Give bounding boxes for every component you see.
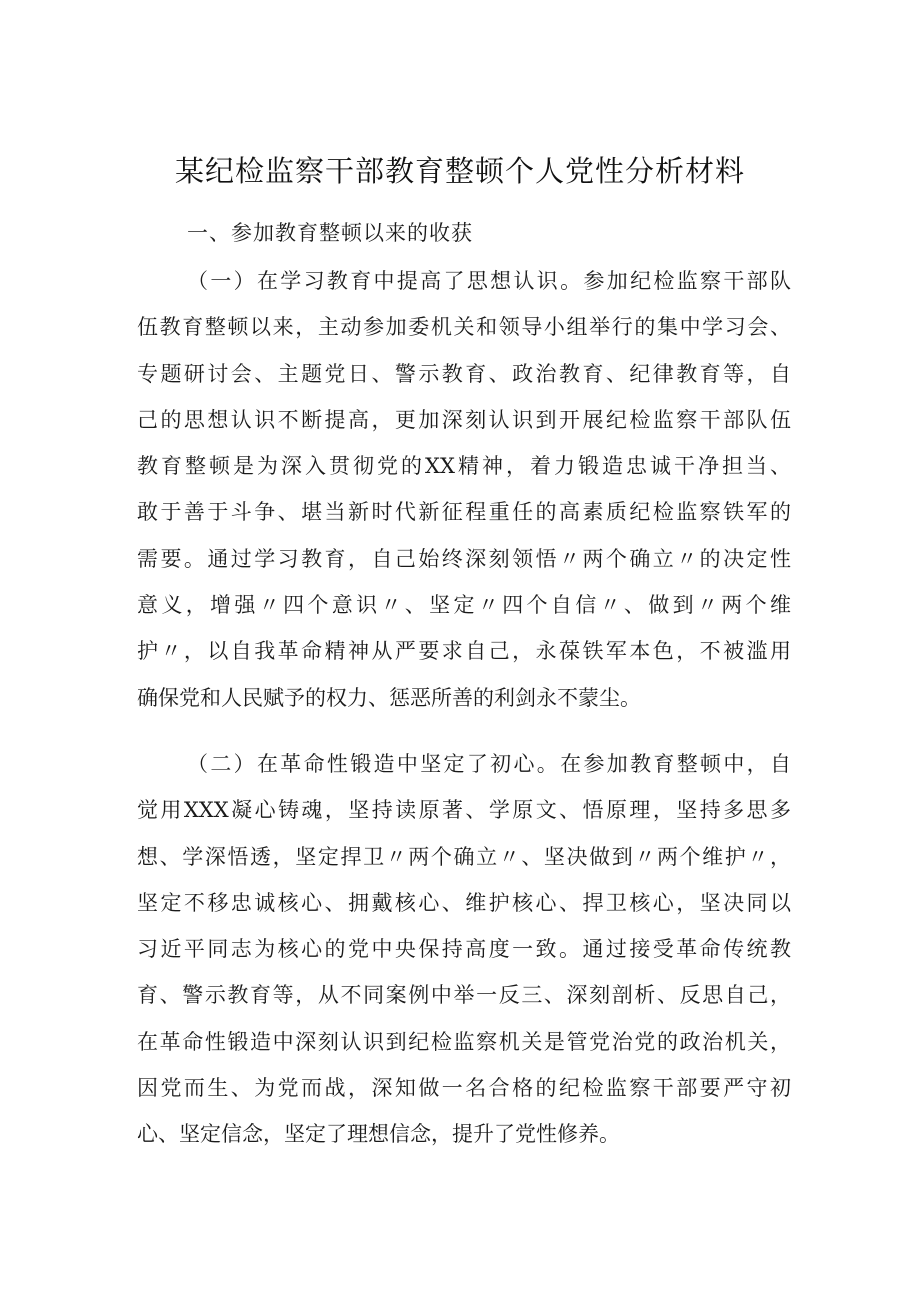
document-title: 某纪检监察干部教育整顿个人党性分析材料 bbox=[174, 154, 745, 188]
paragraph-line: 因党而生、为党而战，深知做一名合格的纪检监察干部要严守初 bbox=[137, 1076, 791, 1101]
section-heading: 一、参加教育整顿以来的收获 bbox=[187, 221, 473, 245]
paragraph-line: 确保党和人民赋予的权力、惩恶所善的利剑永不蒙尘。 bbox=[137, 685, 641, 710]
paragraph-line: 需要。通过学习教育，自己始终深刻领悟〃两个确立〃的决定性 bbox=[137, 546, 791, 571]
paragraph-line: 想、学深悟透，坚定捍卫〃两个确立〃、坚决做到〃两个维护〃， bbox=[137, 844, 791, 869]
paragraph-line: （一）在学习教育中提高了思想认识。参加纪检监察干部队 bbox=[187, 269, 791, 293]
paragraph-line: 意义，增强〃四个意识〃、坚定〃四个自信〃、做到〃两个维 bbox=[137, 593, 791, 618]
paragraph-line: 教育整顿是为深入贯彻党的XX精神，着力锻造忠诚干净担当、 bbox=[137, 454, 791, 479]
paragraph-line: 心、坚定信念，坚定了理想信念，提升了党性修养。 bbox=[137, 1122, 620, 1147]
paragraph-line: 伍教育整顿以来，主动参加委机关和领导小组举行的集中学习会、 bbox=[137, 315, 791, 340]
paragraph-2 bbox=[137, 741, 791, 1158]
paragraph-line: 敢于善于斗争、堪当新时代新征程重任的高素质纪检监察铁军的 bbox=[137, 500, 791, 525]
paragraph-line: 在革命性锻造中深刻认识到纪检监察机关是管党治党的政治机关， bbox=[137, 1029, 791, 1054]
paragraph-line: 坚定不移忠诚核心、拥戴核心、维护核心、捍卫核心，坚决同以 bbox=[137, 890, 791, 915]
paragraph-1 bbox=[137, 258, 791, 721]
paragraph-line: 护〃，以自我革命精神从严要求自己，永葆铁军本色，不被滥用 bbox=[137, 639, 791, 664]
paragraph-line: 专题研讨会、主题党日、警示教育、政治教育、纪律教育等，自 bbox=[137, 361, 791, 386]
paragraph-line: （二）在革命性锻造中坚定了初心。在参加教育整顿中，自 bbox=[187, 752, 791, 776]
paragraph-line: 己的思想认识不断提高，更加深刻认识到开展纪检监察干部队伍 bbox=[137, 407, 791, 432]
paragraph-line: 育、警示教育等，从不同案例中举一反三、深刻剖析、反思自己， bbox=[137, 983, 791, 1008]
paragraph-line: 习近平同志为核心的党中央保持高度一致。通过接受革命传统教 bbox=[137, 937, 791, 962]
paragraph-line: 觉用XXX凝心铸魂，坚持读原著、学原文、悟原理，坚持多思多 bbox=[137, 798, 791, 823]
